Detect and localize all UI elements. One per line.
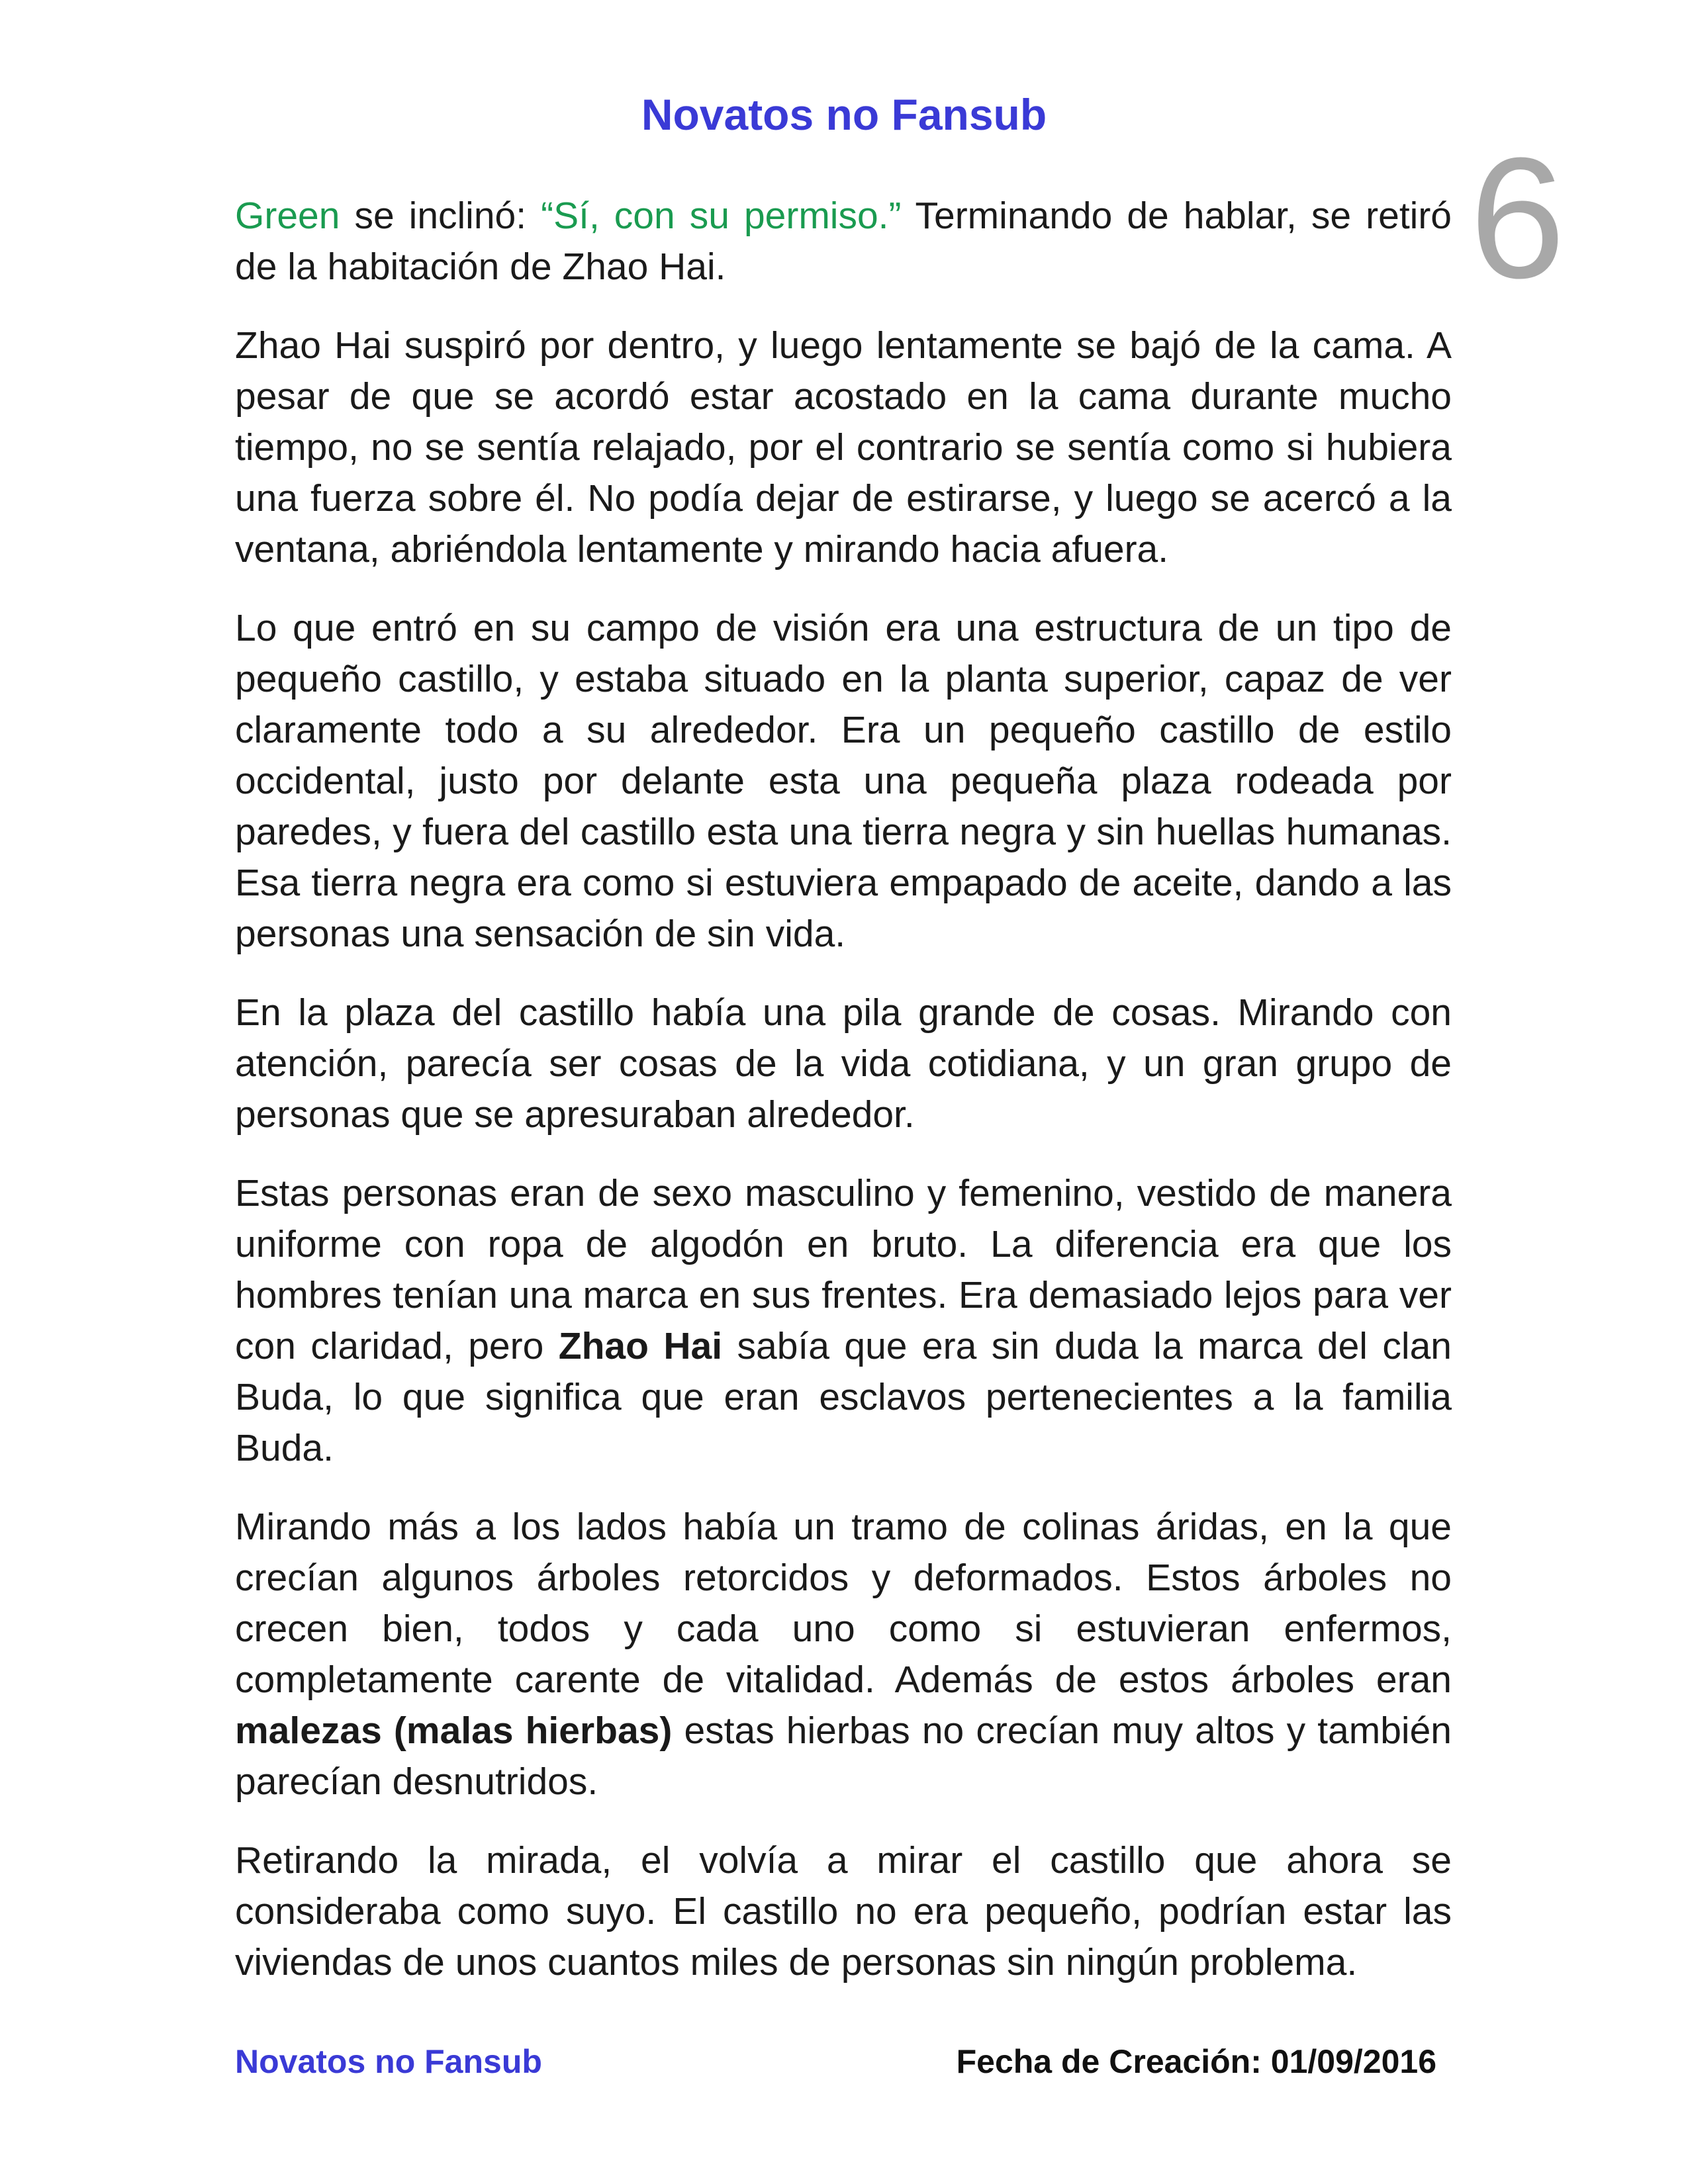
- paragraph-3: Lo que entró en su campo de visión era una estructura de un tipo de pequeño castillo, y estaba situado en la planta superior, capaz de ver claramente todo a su alrededor. Era un pequeño castillo de estilo occidental, justo por delante esta una pequeña plaza rodeada por paredes, y fuera del castillo esta una tierra negra y sin huellas humanas. Esa tierra negra era como si estuviera empapado de aceite, dando a las personas una sensación de sin vida.: [235, 607, 1452, 955]
- paragraph-2: Zhao Hai suspiró por dentro, y luego lentamente se bajó de la cama. A pesar de que se acordó estar acostado en la cama durante mucho tiempo, no se sentía relajado, por el contrario se sentía como si hubiera una fuerza sobre él. No podía dejar de estirarse, y luego se acercó a la ventana, abriéndola lentamente y mirando hacia afuera.: [235, 324, 1452, 570]
- paragraph-6: [235, 1502, 1452, 1807]
- paragraph-text: estas hierbas no crecían muy altos y también parecían desnutridos.: [235, 1709, 1452, 1803]
- paragraph-text: Terminando de hablar, se retiró de la habitación de Zhao Hai.: [235, 195, 1452, 288]
- paragraph-7: Retirando la mirada, el volvía a mirar el castillo que ahora se consideraba como suyo. El castillo no era pequeño, podrían estar las viviendas de unos cuantos miles de personas sin ningún problema.: [235, 1839, 1452, 1983]
- paragraph-1: [235, 191, 1452, 293]
- footer-brand: Novatos no Fansub: [235, 2043, 542, 2080]
- page-number: 6: [1470, 122, 1566, 314]
- dialogue-quote: “Sí, con su permiso.”: [541, 195, 902, 237]
- page-title: Novatos no Fansub: [641, 90, 1047, 139]
- paragraph-4: En la plaza del castillo había una pila grande de cosas. Mirando con atención, parecía ser cosas de la vida cotidiana, y un gran grupo de personas que se apresuraban alrededor.: [235, 991, 1452, 1136]
- paragraph-text: Estas personas eran de sexo masculino y femenino, vestido de manera uniforme con ropa de algodón en bruto. La diferencia era que los hombres tenían una marca en sus frentes. Era demasiado lejos para ver con claridad, pero: [235, 1172, 1452, 1367]
- paragraph-text: se inclinó:: [340, 195, 541, 237]
- paragraph-text: sabía que era sin duda la marca del clan Buda, lo que significa que eran esclavos pertenecientes a la familia Buda.: [235, 1325, 1452, 1469]
- footer-date: Fecha de Creación: 01/09/2016: [956, 2043, 1436, 2080]
- bold-name: Zhao Hai: [558, 1325, 723, 1367]
- bold-term: malezas (malas hierbas): [235, 1709, 673, 1752]
- document-body: [235, 191, 1452, 2016]
- speaker-name: Green: [235, 195, 340, 237]
- paragraph-text: Mirando más a los lados había un tramo de colinas áridas, en la que crecían algunos árboles retorcidos y deformados. Estos árboles no crecen bien, todos y cada uno como si estuvieran enfermos, completamente carente de vitalidad. Además de estos árboles eran: [235, 1506, 1452, 1701]
- paragraph-5: [235, 1168, 1452, 1474]
